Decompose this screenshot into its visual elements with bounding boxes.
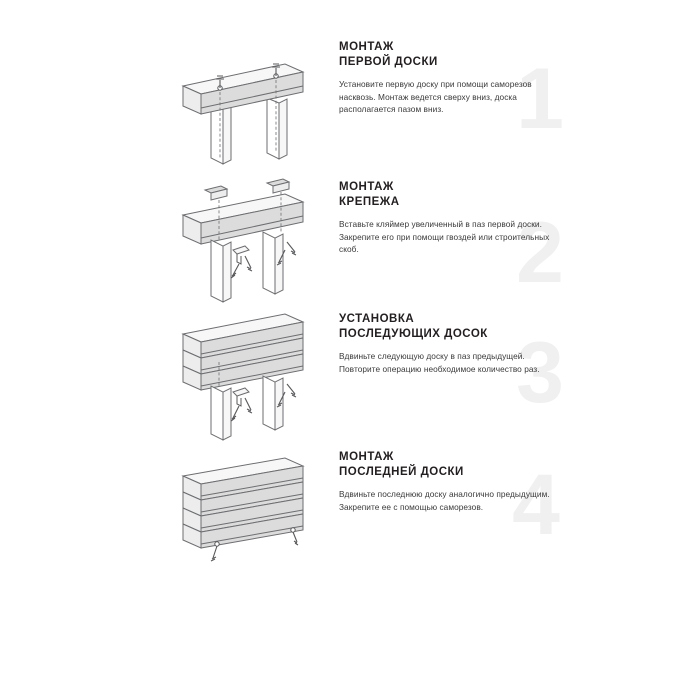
step-3-text: [339, 312, 554, 375]
step-number-3: 3: [516, 325, 562, 421]
step-number-1: 1: [516, 51, 562, 147]
last-board-installation-diagram: [175, 450, 330, 590]
step-2-text: [339, 180, 554, 256]
step-2-title-line-2: КРЕПЕЖА: [339, 196, 400, 208]
step-2: [0, 180, 700, 315]
step-2-title-line-1: МОНТАЖ: [339, 181, 394, 193]
step-1: [0, 40, 700, 180]
step-4-body: Вдвиньте последнюю доску аналогично предыдущим. Закрепите ее с помощью саморезов.: [339, 489, 550, 512]
step-3-title-line-2: ПОСЛЕДУЮЩИХ ДОСОК: [339, 328, 488, 340]
step-3-title: [339, 312, 554, 342]
step-3: [0, 312, 700, 452]
step-3-body: Вдвиньте следующую доску в паз предыдущей. Повторите операцию необходимое количество раз.: [339, 351, 540, 374]
step-1-title-line-2: ПЕРВОЙ ДОСКИ: [339, 56, 438, 68]
step-4-text: [339, 450, 554, 513]
step-1-body: Установите первую доску при помощи саморезов насквозь. Монтаж ведется сверху вниз, доска располагается пазом вниз.: [339, 79, 532, 114]
step-4-title: [339, 450, 554, 480]
first-board-installation-diagram: [175, 40, 330, 180]
step-1-title: [339, 40, 554, 70]
step-2-title: [339, 180, 554, 210]
step-number-4: 4: [512, 457, 558, 553]
step-4-title-line-2: ПОСЛЕДНЕЙ ДОСКИ: [339, 466, 464, 478]
step-4: [0, 450, 700, 590]
subsequent-boards-installation-diagram: [175, 312, 330, 452]
fastener-clip-installation-diagram: [175, 180, 330, 320]
step-4-title-line-1: МОНТАЖ: [339, 451, 394, 463]
step-3-title-line-1: УСТАНОВКА: [339, 313, 415, 325]
step-1-text: [339, 40, 554, 116]
step-2-body: Вставьте кляймер увеличенный в паз первой доски. Закрепите его при помощи гвоздей или строительных скоб.: [339, 219, 550, 254]
step-1-title-line-1: МОНТАЖ: [339, 41, 394, 53]
step-number-2: 2: [516, 205, 562, 301]
